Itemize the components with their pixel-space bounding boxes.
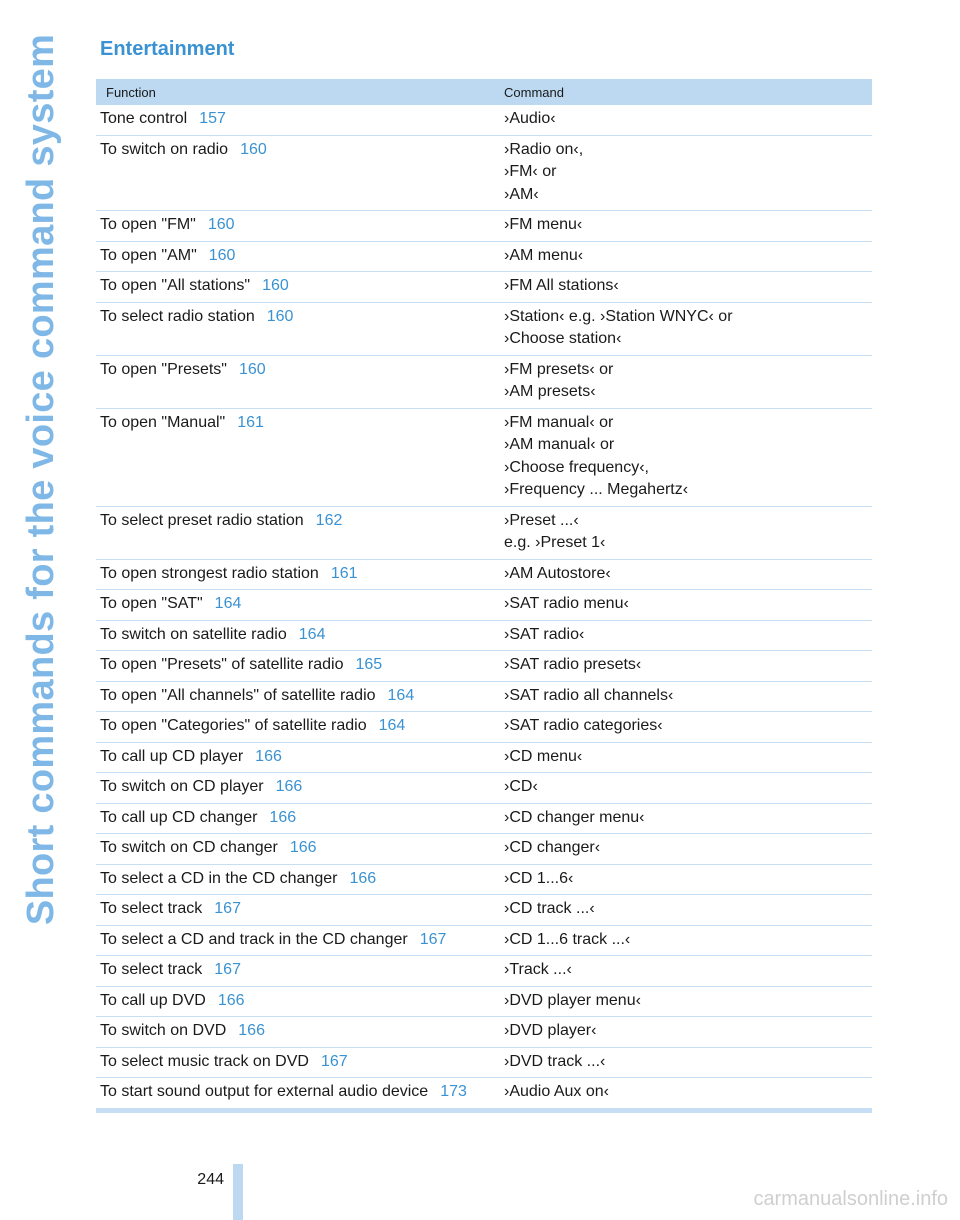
table-header <box>96 79 872 105</box>
command-line: ›Track ...‹ <box>504 961 572 978</box>
command-cell <box>504 776 872 799</box>
function-text: To call up CD changer <box>100 808 258 826</box>
page-reference-link[interactable]: 164 <box>387 686 415 704</box>
command-cell <box>504 898 872 921</box>
command-line: ›SAT radio categories‹ <box>504 717 663 734</box>
command-cell <box>504 1051 872 1074</box>
watermark: carmanualsonline.info <box>753 1188 948 1210</box>
function-text: To select track <box>100 900 203 917</box>
command-line: ›FM manual‹ or <box>504 413 614 431</box>
function-text: To start sound output for external audio device <box>100 1083 429 1100</box>
page-reference-link[interactable]: 173 <box>440 1083 467 1100</box>
command-line: ›Frequency ... Megahertz‹ <box>504 481 689 498</box>
page-reference-link[interactable]: 160 <box>240 140 267 158</box>
command-cell <box>504 929 872 952</box>
function-text: To open strongest radio station <box>100 564 319 582</box>
table-bottom-rule <box>96 1109 872 1113</box>
command-line: ›FM menu‹ <box>504 216 583 233</box>
function-text: To open "Categories" of satellite radio <box>100 717 367 734</box>
table-row <box>96 560 872 591</box>
command-cell <box>504 1081 872 1104</box>
function-text: To open "All channels" of satellite radio <box>100 686 376 704</box>
command-cell <box>504 807 872 830</box>
command-line: ›CD track ...‹ <box>504 900 595 917</box>
table-row <box>96 773 872 804</box>
function-cell <box>96 139 504 207</box>
page-reference-link[interactable]: 167 <box>320 1052 348 1070</box>
command-table <box>96 79 872 1113</box>
table-row <box>96 743 872 774</box>
page-reference-link[interactable]: 167 <box>214 961 241 978</box>
command-cell <box>504 685 872 708</box>
command-line: ›Audio‹ <box>504 110 556 127</box>
table-row <box>96 621 872 652</box>
command-cell <box>504 245 872 268</box>
function-cell <box>96 898 504 921</box>
function-text: To switch on DVD <box>100 1022 227 1039</box>
function-text: To open "AM" <box>100 246 197 264</box>
table-row <box>96 682 872 713</box>
page-reference-link[interactable]: 160 <box>207 216 235 233</box>
table-row <box>96 105 872 136</box>
function-text: To select preset radio station <box>100 511 304 529</box>
page-reference-link[interactable]: 166 <box>238 1022 265 1039</box>
function-cell <box>96 510 504 555</box>
page-reference-link[interactable]: 167 <box>214 900 241 917</box>
table-row <box>96 987 872 1018</box>
function-text: To select a CD in the CD changer <box>100 869 338 887</box>
table-row <box>96 409 872 507</box>
command-line: ›CD 1...6‹ <box>504 869 574 887</box>
function-cell <box>96 275 504 298</box>
table-row <box>96 356 872 409</box>
table-row <box>96 136 872 212</box>
page-number: 244 <box>197 1171 224 1188</box>
command-cell <box>504 868 872 891</box>
function-text: To open "Manual" <box>100 413 226 431</box>
page-reference-link[interactable]: 166 <box>217 991 245 1009</box>
table-row <box>96 303 872 356</box>
table-row <box>96 651 872 682</box>
command-cell <box>504 1020 872 1043</box>
command-line: ›Choose frequency‹, <box>504 458 649 476</box>
header-function: Function <box>106 84 156 100</box>
function-cell <box>96 1081 504 1104</box>
function-cell <box>96 807 504 830</box>
page-reference-link[interactable]: 157 <box>199 110 226 127</box>
function-cell <box>96 959 504 982</box>
page-reference-link[interactable]: 164 <box>214 595 242 612</box>
page-reference-link[interactable]: 160 <box>238 360 266 378</box>
page-number-bar <box>233 1164 243 1220</box>
command-line: ›FM‹ or <box>504 163 557 180</box>
table-row <box>96 211 872 242</box>
page-reference-link[interactable]: 160 <box>262 277 289 294</box>
command-cell <box>504 990 872 1013</box>
table-row <box>96 1078 872 1109</box>
command-cell <box>504 139 872 207</box>
function-cell <box>96 563 504 586</box>
function-cell <box>96 245 504 268</box>
function-text: To switch on CD changer <box>100 839 278 856</box>
page-reference-link[interactable]: 166 <box>349 869 377 887</box>
function-cell <box>96 412 504 502</box>
table-row <box>96 712 872 743</box>
command-line: ›DVD player‹ <box>504 1022 597 1039</box>
section-title: Entertainment <box>100 38 235 60</box>
function-text: To switch on radio <box>100 140 229 158</box>
chapter-side-title <box>18 33 66 925</box>
table-row <box>96 926 872 957</box>
command-line: ›DVD player menu‹ <box>504 991 641 1009</box>
function-cell <box>96 837 504 860</box>
function-cell <box>96 715 504 738</box>
command-line: ›Preset ...‹ <box>504 511 579 529</box>
command-cell <box>504 593 872 616</box>
table-row <box>96 834 872 865</box>
function-text: To open "Presets" of satellite radio <box>100 656 344 673</box>
command-line: ›FM All stations‹ <box>504 277 619 294</box>
function-cell <box>96 1051 504 1074</box>
function-cell <box>96 593 504 616</box>
function-cell <box>96 306 504 351</box>
command-line: ›CD changer‹ <box>504 839 601 856</box>
command-line: ›SAT radio menu‹ <box>504 595 629 612</box>
function-cell <box>96 746 504 769</box>
command-cell <box>504 214 872 237</box>
function-text: To select a CD and track in the CD changer <box>100 930 408 948</box>
function-cell <box>96 776 504 799</box>
command-line: ›AM presets‹ <box>504 383 596 400</box>
table-row <box>96 865 872 896</box>
table-row <box>96 272 872 303</box>
function-text: To select music track on DVD <box>100 1052 309 1070</box>
command-line: ›AM manual‹ or <box>504 436 615 453</box>
function-text: To switch on satellite radio <box>100 625 287 643</box>
command-cell <box>504 108 872 131</box>
page-reference-link[interactable]: 160 <box>266 307 294 325</box>
function-text: To open "FM" <box>100 216 196 233</box>
function-cell <box>96 685 504 708</box>
command-cell <box>504 412 872 502</box>
table-row <box>96 804 872 835</box>
page-reference-link[interactable]: 166 <box>255 747 282 765</box>
function-text: To open "Presets" <box>100 360 227 378</box>
command-cell <box>504 359 872 404</box>
command-line: ›CD menu‹ <box>504 747 583 765</box>
command-line: ›AM menu‹ <box>504 246 584 264</box>
command-line: ›DVD track ...‹ <box>504 1052 606 1070</box>
command-line: ›AM‹ <box>504 185 539 203</box>
table-row <box>96 1048 872 1079</box>
function-text: To open "SAT" <box>100 595 203 612</box>
function-text: To select radio station <box>100 307 255 325</box>
table-body <box>96 105 872 1109</box>
function-cell <box>96 624 504 647</box>
command-cell <box>504 959 872 982</box>
table-row <box>96 590 872 621</box>
function-cell <box>96 654 504 677</box>
function-cell <box>96 929 504 952</box>
command-line: ›CD‹ <box>504 778 538 795</box>
function-text: To call up CD player <box>100 747 244 765</box>
table-row <box>96 956 872 987</box>
command-cell <box>504 715 872 738</box>
command-cell <box>504 837 872 860</box>
command-line: ›Choose station‹ <box>504 330 622 347</box>
command-line: ›SAT radio presets‹ <box>504 656 642 673</box>
command-cell <box>504 275 872 298</box>
table-row <box>96 895 872 926</box>
command-line: ›AM Autostore‹ <box>504 564 611 582</box>
function-cell <box>96 868 504 891</box>
page-reference-link[interactable]: 164 <box>298 625 326 643</box>
command-line: ›CD changer menu‹ <box>504 808 645 826</box>
function-text: Tone control <box>100 110 188 127</box>
command-cell <box>504 510 872 555</box>
function-text: To switch on CD player <box>100 778 264 795</box>
page-reference-link[interactable]: 166 <box>289 839 317 856</box>
function-text: To select track <box>100 961 203 978</box>
table-row <box>96 507 872 560</box>
command-cell <box>504 654 872 677</box>
function-cell <box>96 359 504 404</box>
page-reference-link[interactable]: 167 <box>419 930 447 948</box>
page-reference-link[interactable]: 164 <box>378 717 406 734</box>
command-cell <box>504 624 872 647</box>
function-cell <box>96 108 504 131</box>
command-line: ›CD 1...6 track ...‹ <box>504 930 631 948</box>
function-cell <box>96 990 504 1013</box>
command-line: ›Radio on‹, <box>504 140 584 158</box>
command-cell <box>504 306 872 351</box>
page-reference-link[interactable]: 161 <box>237 413 264 431</box>
page-reference-link[interactable]: 162 <box>315 511 343 529</box>
chapter-side-title-text: Short commands for the voice command system <box>20 33 63 925</box>
page-reference-link[interactable]: 166 <box>275 778 303 795</box>
command-line: ›Station‹ e.g. ›Station WNYC‹ or <box>504 307 733 325</box>
page-reference-link[interactable]: 165 <box>355 656 383 673</box>
page-reference-link[interactable]: 160 <box>208 246 236 264</box>
function-text: To call up DVD <box>100 991 206 1009</box>
function-text: To open "All stations" <box>100 277 251 294</box>
command-line: ›Audio Aux on‹ <box>504 1083 609 1100</box>
page-reference-link[interactable]: 161 <box>330 564 358 582</box>
command-line: ›SAT radio all channels‹ <box>504 686 674 704</box>
header-command: Command <box>504 84 564 100</box>
command-cell <box>504 563 872 586</box>
command-line: e.g. ›Preset 1‹ <box>504 534 606 551</box>
command-line: ›FM presets‹ or <box>504 360 614 378</box>
table-row <box>96 242 872 273</box>
command-cell <box>504 746 872 769</box>
function-cell <box>96 214 504 237</box>
command-line: ›SAT radio‹ <box>504 625 585 643</box>
function-cell <box>96 1020 504 1043</box>
table-row <box>96 1017 872 1048</box>
page-reference-link[interactable]: 166 <box>269 808 297 826</box>
